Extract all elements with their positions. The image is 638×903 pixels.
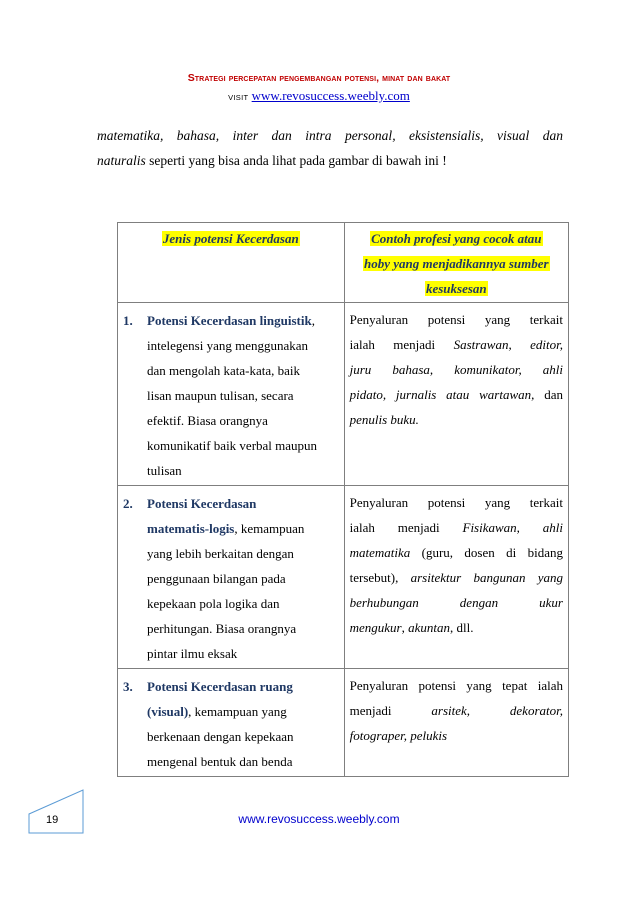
profession-line: ialah menjadi Fisikawan, ahli — [349, 520, 564, 535]
profession-line: fotograper, pelukis — [349, 728, 448, 743]
row-1-profession-cell — [344, 303, 568, 486]
profession-line: Penyaluran potensi yang tepat ialah — [349, 678, 563, 693]
footer-link[interactable]: www.revosuccess.weebly.com — [238, 812, 400, 826]
profession-line: juru bahasa, komunikator, ahli — [349, 362, 563, 377]
header-cell-type: Jenis potensi Kecerdasan — [118, 223, 345, 303]
page-number-tab — [28, 786, 84, 834]
profession-line: menjadi arsitek, dekorator, — [349, 703, 563, 718]
profession-line: Penyaluran potensi yang terkait — [349, 495, 563, 510]
intro-line-2: naturalis seperti yang bisa anda lihat pada gambar di bawah ini ! — [97, 153, 447, 168]
row-2-number: 2. — [123, 496, 133, 511]
profession-line: pidato, jurnalis atau wartawan, dan — [349, 387, 563, 402]
table-row — [118, 303, 569, 486]
row-3-number: 3. — [123, 679, 133, 694]
row-2-profession-cell — [344, 486, 568, 669]
row-2-type-cell: 2. Potensi Kecerdasan matematis-logis, kemampuan yang lebih berkaitan dengan penggunaan bilangan pada kepekaan pola logika dan perhitungan. Biasa orangnya pintar ilmu eksak — [118, 486, 345, 669]
profession-line: ialah menjadi Sastrawan, editor, — [349, 337, 564, 352]
profession-line: berhubungan dengan ukur — [349, 595, 563, 610]
row-3-profession-cell — [344, 669, 568, 777]
running-header-title: Strategi percepatan pengembangan potensi, minat dan bakat — [187, 72, 451, 84]
profession-line: tersebut), arsitektur bangunan yang — [349, 570, 563, 585]
visit-label: VISIT — [228, 93, 249, 102]
header-link[interactable]: www.revosuccess.weebly.com — [251, 88, 410, 103]
row-3-type-cell: 3. Potensi Kecerdasan ruang (visual), kemampuan yang berkenaan dengan kepekaan mengenal bentuk dan benda — [118, 669, 345, 777]
profession-line: matematika (guru, dosen di bidang — [349, 545, 563, 560]
table-header-row — [118, 223, 569, 303]
header-cell-profession: Contoh profesi yang cocok atau hoby yang menjadikannya sumber kesuksesan — [344, 223, 568, 303]
intro-paragraph — [97, 123, 563, 173]
table-row — [118, 486, 569, 669]
intro-line-1: matematika, bahasa, inter dan intra personal, eksistensialis, visual dan — [97, 128, 563, 143]
table-row — [118, 669, 569, 777]
page-number: 19 — [46, 814, 59, 826]
intelligence-table — [117, 222, 569, 777]
profession-line: penulis buku. — [349, 412, 419, 427]
profession-line: mengukur, akuntan, dll. — [349, 620, 474, 635]
row-1-number: 1. — [123, 313, 133, 328]
running-header-visit — [0, 88, 638, 104]
row-1-type-cell: 1. Potensi Kecerdasan linguistik, intelegensi yang menggunakan dan mengolah kata-kata, baik lisan maupun tulisan, secara efektif. Biasa orangnya komunikatif baik verbal maupun tulisan — [118, 303, 345, 486]
profession-line: Penyaluran potensi yang terkait — [349, 312, 563, 327]
